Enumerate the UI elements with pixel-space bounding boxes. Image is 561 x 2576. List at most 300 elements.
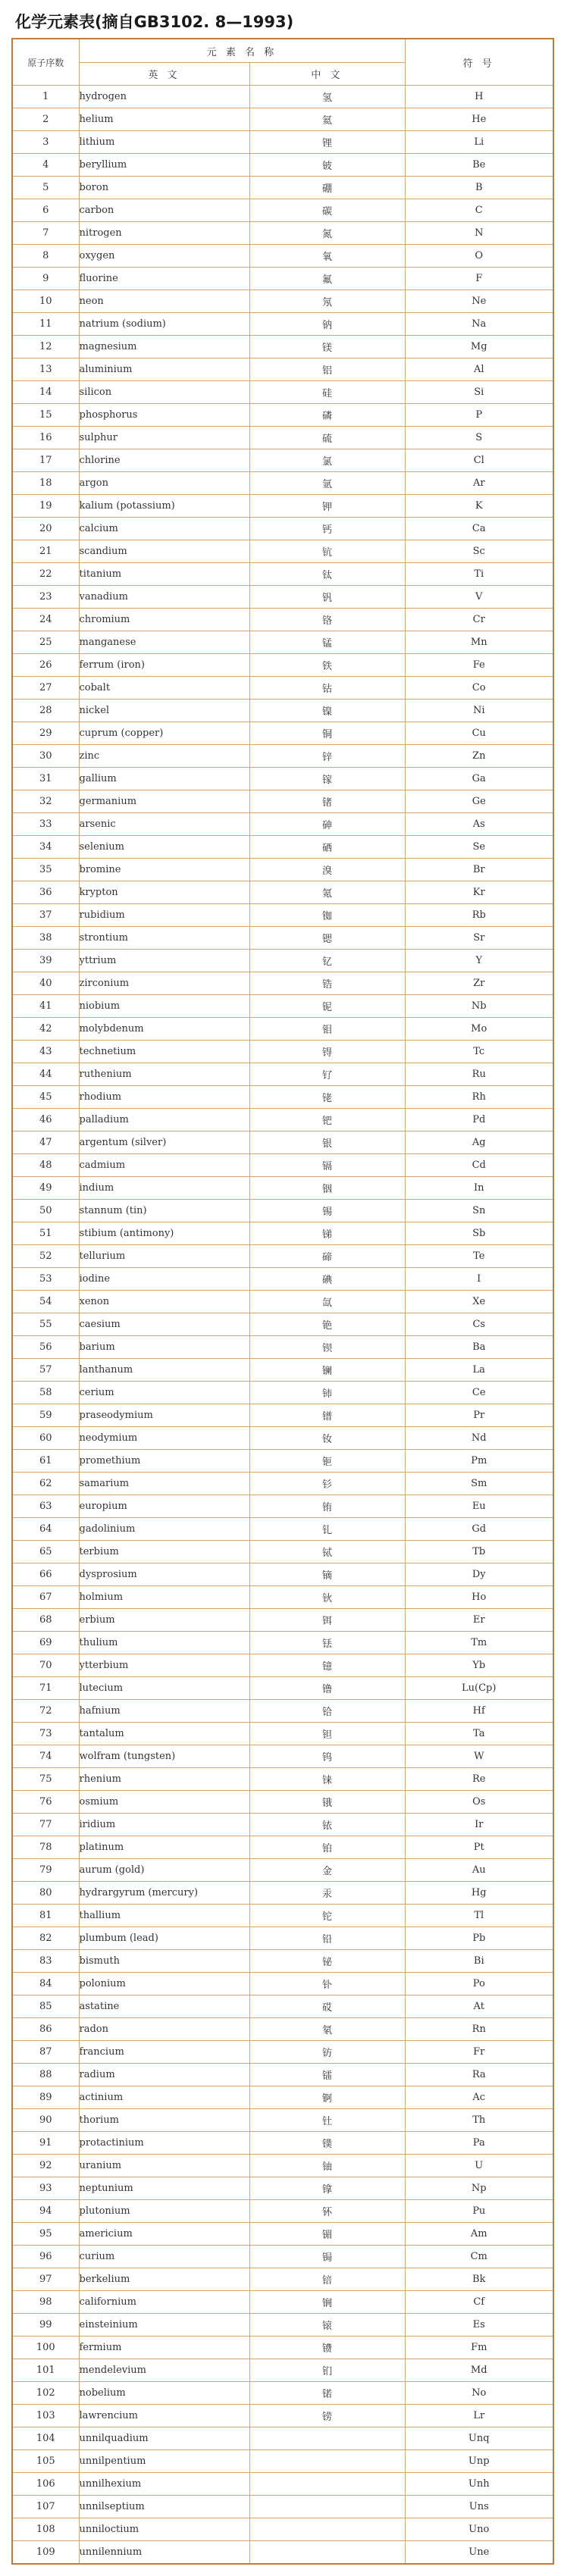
- english-name-cell: caesium: [79, 1313, 249, 1336]
- table-row: [12, 768, 553, 790]
- table-row: [12, 1723, 553, 1745]
- chinese-name-cell: 铽: [249, 1541, 405, 1563]
- english-name-cell: holmium: [79, 1586, 249, 1609]
- chinese-name-cell: 镅: [249, 2223, 405, 2246]
- english-name-cell: hafnium: [79, 1700, 249, 1723]
- atomic-number-cell: 51: [12, 1222, 79, 1245]
- chinese-name-cell: 铍: [249, 154, 405, 177]
- table-row: [12, 472, 553, 495]
- symbol-cell: Sn: [405, 1200, 553, 1222]
- symbol-cell: Ti: [405, 563, 553, 586]
- table-row: [12, 2359, 553, 2382]
- table-row: [12, 1177, 553, 1200]
- symbol-cell: Sb: [405, 1222, 553, 1245]
- chinese-name-cell: 镝: [249, 1563, 405, 1586]
- english-name-cell: zirconium: [79, 972, 249, 995]
- chinese-name-cell: 钾: [249, 495, 405, 518]
- table-row: [12, 495, 553, 518]
- table-row: [12, 2064, 553, 2086]
- chinese-name-cell: 锡: [249, 1200, 405, 1222]
- atomic-number-cell: 91: [12, 2132, 79, 2155]
- english-name-cell: cobalt: [79, 677, 249, 700]
- atomic-number-cell: 86: [12, 2018, 79, 2041]
- atomic-number-cell: 20: [12, 518, 79, 540]
- symbol-cell: Unh: [405, 2473, 553, 2496]
- table-row: [12, 2337, 553, 2359]
- chinese-name-cell: 铈: [249, 1382, 405, 1404]
- english-name-cell: protactinium: [79, 2132, 249, 2155]
- chinese-name-cell: 锑: [249, 1222, 405, 1245]
- symbol-cell: Am: [405, 2223, 553, 2246]
- chinese-name-cell: 镧: [249, 1359, 405, 1382]
- table-row: [12, 540, 553, 563]
- atomic-number-cell: 70: [12, 1654, 79, 1677]
- table-row: [12, 859, 553, 881]
- atomic-number-cell: 95: [12, 2223, 79, 2246]
- symbol-cell: Eu: [405, 1495, 553, 1518]
- english-name-cell: helium: [79, 108, 249, 131]
- chinese-name-cell: 硅: [249, 381, 405, 404]
- chinese-name-cell: 镥: [249, 1677, 405, 1700]
- atomic-number-cell: 13: [12, 358, 79, 381]
- table-header: [12, 39, 553, 86]
- atomic-number-cell: 26: [12, 654, 79, 677]
- atomic-number-cell: 60: [12, 1427, 79, 1450]
- atomic-number-cell: 93: [12, 2177, 79, 2200]
- table-row: [12, 2496, 553, 2518]
- table-row: [12, 1063, 553, 1086]
- atomic-number-cell: 81: [12, 1905, 79, 1927]
- table-row: [12, 1245, 553, 1268]
- english-name-cell: stannum (tin): [79, 1200, 249, 1222]
- chinese-name-cell: 氮: [249, 222, 405, 245]
- chinese-name-cell: 钛: [249, 563, 405, 586]
- chinese-name-cell: 钕: [249, 1427, 405, 1450]
- atomic-number-cell: 31: [12, 768, 79, 790]
- table-row: [12, 1200, 553, 1222]
- english-name-cell: erbium: [79, 1609, 249, 1632]
- chinese-name-cell: 钠: [249, 313, 405, 336]
- symbol-cell: Au: [405, 1859, 553, 1882]
- english-name-cell: radon: [79, 2018, 249, 2041]
- atomic-number-cell: 25: [12, 631, 79, 654]
- table-row: [12, 177, 553, 199]
- chinese-name-cell: 锘: [249, 2382, 405, 2405]
- atomic-number-cell: 71: [12, 1677, 79, 1700]
- english-name-cell: einsteinium: [79, 2314, 249, 2337]
- symbol-cell: W: [405, 1745, 553, 1768]
- english-name-cell: fermium: [79, 2337, 249, 2359]
- english-name-cell: unnilhexium: [79, 2473, 249, 2496]
- chinese-name-cell: 钋: [249, 1973, 405, 1995]
- table-row: [12, 927, 553, 950]
- chinese-name-cell: 钴: [249, 677, 405, 700]
- atomic-number-cell: 72: [12, 1700, 79, 1723]
- table-row: [12, 1131, 553, 1154]
- symbol-cell: Zr: [405, 972, 553, 995]
- atomic-number-cell: 85: [12, 1995, 79, 2018]
- table-row: [12, 427, 553, 449]
- symbol-cell: Tb: [405, 1541, 553, 1563]
- table-row: [12, 586, 553, 609]
- english-name-cell: oxygen: [79, 245, 249, 268]
- english-name-cell: boron: [79, 177, 249, 199]
- table-row: [12, 2109, 553, 2132]
- table-row: [12, 2155, 553, 2177]
- symbol-cell: Pr: [405, 1404, 553, 1427]
- table-row: [12, 1814, 553, 1836]
- table-row: [12, 108, 553, 131]
- atomic-number-cell: 75: [12, 1768, 79, 1791]
- atomic-number-cell: 48: [12, 1154, 79, 1177]
- chinese-name-cell: 锆: [249, 972, 405, 995]
- symbol-cell: Te: [405, 1245, 553, 1268]
- atomic-number-cell: 42: [12, 1018, 79, 1041]
- symbol-cell: Ra: [405, 2064, 553, 2086]
- chinese-name-cell: [249, 2541, 405, 2565]
- header-symbol: 符 号: [405, 39, 553, 86]
- english-name-cell: bromine: [79, 859, 249, 881]
- table-row: [12, 2041, 553, 2064]
- english-name-cell: thallium: [79, 1905, 249, 1927]
- atomic-number-cell: 102: [12, 2382, 79, 2405]
- atomic-number-cell: 61: [12, 1450, 79, 1473]
- atomic-number-cell: 45: [12, 1086, 79, 1109]
- table-row: [12, 404, 553, 427]
- chinese-name-cell: 镓: [249, 768, 405, 790]
- chinese-name-cell: 锂: [249, 131, 405, 154]
- chinese-name-cell: [249, 2450, 405, 2473]
- table-row: [12, 222, 553, 245]
- english-name-cell: natrium (sodium): [79, 313, 249, 336]
- table-row: [12, 1018, 553, 1041]
- english-name-cell: ytterbium: [79, 1654, 249, 1677]
- chinese-name-cell: 锶: [249, 927, 405, 950]
- english-name-cell: aluminium: [79, 358, 249, 381]
- chinese-name-cell: 锎: [249, 2291, 405, 2314]
- symbol-cell: Sr: [405, 927, 553, 950]
- table-row: [12, 1836, 553, 1859]
- table-row: [12, 1359, 553, 1382]
- chinese-name-cell: 铱: [249, 1814, 405, 1836]
- chinese-name-cell: 镭: [249, 2064, 405, 2086]
- table-row: [12, 1313, 553, 1336]
- symbol-cell: F: [405, 268, 553, 290]
- table-row: [12, 1677, 553, 1700]
- atomic-number-cell: 43: [12, 1041, 79, 1063]
- symbol-cell: Lr: [405, 2405, 553, 2427]
- symbol-cell: No: [405, 2382, 553, 2405]
- symbol-cell: Hf: [405, 1700, 553, 1723]
- chinese-name-cell: 钌: [249, 1063, 405, 1086]
- table-row: [12, 1427, 553, 1450]
- atomic-number-cell: 11: [12, 313, 79, 336]
- atomic-number-cell: 54: [12, 1291, 79, 1313]
- symbol-cell: Kr: [405, 881, 553, 904]
- header-atomic-number: 原子序数: [12, 39, 79, 86]
- table-row: [12, 1382, 553, 1404]
- english-name-cell: ruthenium: [79, 1063, 249, 1086]
- symbol-cell: C: [405, 199, 553, 222]
- chinese-name-cell: 硫: [249, 427, 405, 449]
- atomic-number-cell: 16: [12, 427, 79, 449]
- atomic-number-cell: 73: [12, 1723, 79, 1745]
- chinese-name-cell: 锌: [249, 745, 405, 768]
- chinese-name-cell: 锕: [249, 2086, 405, 2109]
- chinese-name-cell: 镍: [249, 700, 405, 722]
- symbol-cell: Ac: [405, 2086, 553, 2109]
- chinese-name-cell: 铝: [249, 358, 405, 381]
- chinese-name-cell: [249, 2496, 405, 2518]
- atomic-number-cell: 57: [12, 1359, 79, 1382]
- atomic-number-cell: 103: [12, 2405, 79, 2427]
- symbol-cell: Mg: [405, 336, 553, 358]
- english-name-cell: aurum (gold): [79, 1859, 249, 1882]
- symbol-cell: Re: [405, 1768, 553, 1791]
- chinese-name-cell: 锫: [249, 2268, 405, 2291]
- english-name-cell: terbium: [79, 1541, 249, 1563]
- chinese-name-cell: 铑: [249, 1086, 405, 1109]
- chinese-name-cell: 镎: [249, 2177, 405, 2200]
- english-name-cell: tantalum: [79, 1723, 249, 1745]
- chinese-name-cell: 磷: [249, 404, 405, 427]
- symbol-cell: Tl: [405, 1905, 553, 1927]
- english-name-cell: selenium: [79, 836, 249, 859]
- atomic-number-cell: 108: [12, 2518, 79, 2541]
- table-row: [12, 2450, 553, 2473]
- atomic-number-cell: 69: [12, 1632, 79, 1654]
- english-name-cell: hydrogen: [79, 86, 249, 108]
- atomic-number-cell: 10: [12, 290, 79, 313]
- chinese-name-cell: 钙: [249, 518, 405, 540]
- chinese-name-cell: 氯: [249, 449, 405, 472]
- symbol-cell: Nb: [405, 995, 553, 1018]
- symbol-cell: Une: [405, 2541, 553, 2565]
- chinese-name-cell: 镄: [249, 2337, 405, 2359]
- chinese-name-cell: 镁: [249, 336, 405, 358]
- english-name-cell: calcium: [79, 518, 249, 540]
- english-name-cell: rhenium: [79, 1768, 249, 1791]
- english-name-cell: gallium: [79, 768, 249, 790]
- table-row: [12, 881, 553, 904]
- table-row: [12, 1541, 553, 1563]
- table-row: [12, 1495, 553, 1518]
- chinese-name-cell: 锿: [249, 2314, 405, 2337]
- english-name-cell: francium: [79, 2041, 249, 2064]
- table-row: [12, 381, 553, 404]
- atomic-number-cell: 32: [12, 790, 79, 813]
- atomic-number-cell: 65: [12, 1541, 79, 1563]
- atomic-number-cell: 100: [12, 2337, 79, 2359]
- english-name-cell: uranium: [79, 2155, 249, 2177]
- symbol-cell: Cs: [405, 1313, 553, 1336]
- english-name-cell: ferrum (iron): [79, 654, 249, 677]
- chinese-name-cell: 钚: [249, 2200, 405, 2223]
- symbol-cell: Ni: [405, 700, 553, 722]
- chinese-name-cell: 铬: [249, 609, 405, 631]
- table-row: [12, 358, 553, 381]
- english-name-cell: californium: [79, 2291, 249, 2314]
- english-name-cell: polonium: [79, 1973, 249, 1995]
- chinese-name-cell: 碲: [249, 1245, 405, 1268]
- header-element-name: 元 素 名 称: [79, 39, 405, 63]
- table-row: [12, 199, 553, 222]
- english-name-cell: titanium: [79, 563, 249, 586]
- chinese-name-cell: 铕: [249, 1495, 405, 1518]
- atomic-number-cell: 18: [12, 472, 79, 495]
- atomic-number-cell: 15: [12, 404, 79, 427]
- english-name-cell: samarium: [79, 1473, 249, 1495]
- table-row: [12, 790, 553, 813]
- symbol-cell: Nd: [405, 1427, 553, 1450]
- table-row: [12, 745, 553, 768]
- atomic-number-cell: 77: [12, 1814, 79, 1836]
- table-row: [12, 2018, 553, 2041]
- symbol-cell: Ne: [405, 290, 553, 313]
- chinese-name-cell: [249, 2473, 405, 2496]
- english-name-cell: vanadium: [79, 586, 249, 609]
- symbol-cell: Uno: [405, 2518, 553, 2541]
- symbol-cell: Ag: [405, 1131, 553, 1154]
- chinese-name-cell: 镉: [249, 1154, 405, 1177]
- symbol-cell: Ge: [405, 790, 553, 813]
- atomic-number-cell: 35: [12, 859, 79, 881]
- symbol-cell: H: [405, 86, 553, 108]
- symbol-cell: Co: [405, 677, 553, 700]
- atomic-number-cell: 92: [12, 2155, 79, 2177]
- table-row: [12, 449, 553, 472]
- symbol-cell: Dy: [405, 1563, 553, 1586]
- english-name-cell: unniloctium: [79, 2518, 249, 2541]
- atomic-number-cell: 52: [12, 1245, 79, 1268]
- atomic-number-cell: 68: [12, 1609, 79, 1632]
- atomic-number-cell: 90: [12, 2109, 79, 2132]
- table-row: [12, 2405, 553, 2427]
- atomic-number-cell: 33: [12, 813, 79, 836]
- atomic-number-cell: 22: [12, 563, 79, 586]
- english-name-cell: rhodium: [79, 1086, 249, 1109]
- atomic-number-cell: 5: [12, 177, 79, 199]
- atomic-number-cell: 74: [12, 1745, 79, 1768]
- english-name-cell: lawrencium: [79, 2405, 249, 2427]
- symbol-cell: K: [405, 495, 553, 518]
- table-row: [12, 1450, 553, 1473]
- chinese-name-cell: 铁: [249, 654, 405, 677]
- english-name-cell: astatine: [79, 1995, 249, 2018]
- table-row: [12, 1791, 553, 1814]
- atomic-number-cell: 23: [12, 586, 79, 609]
- symbol-cell: Gd: [405, 1518, 553, 1541]
- atomic-number-cell: 76: [12, 1791, 79, 1814]
- symbol-cell: Ar: [405, 472, 553, 495]
- table-row: [12, 1927, 553, 1950]
- english-name-cell: tellurium: [79, 1245, 249, 1268]
- atomic-number-cell: 98: [12, 2291, 79, 2314]
- atomic-number-cell: 14: [12, 381, 79, 404]
- symbol-cell: Uns: [405, 2496, 553, 2518]
- english-name-cell: nickel: [79, 700, 249, 722]
- english-name-cell: hydrargyrum (mercury): [79, 1882, 249, 1905]
- atomic-number-cell: 1: [12, 86, 79, 108]
- symbol-cell: Fe: [405, 654, 553, 677]
- atomic-number-cell: 64: [12, 1518, 79, 1541]
- table-row: [12, 2314, 553, 2337]
- symbol-cell: Es: [405, 2314, 553, 2337]
- table-row: [12, 950, 553, 972]
- chinese-name-cell: 铊: [249, 1905, 405, 1927]
- chinese-name-cell: 硒: [249, 836, 405, 859]
- table-row: [12, 154, 553, 177]
- page-title: 化学元素表(摘自GB3102. 8—1993): [15, 13, 294, 31]
- chinese-name-cell: 钼: [249, 1018, 405, 1041]
- chinese-name-cell: [249, 2518, 405, 2541]
- atomic-number-cell: 67: [12, 1586, 79, 1609]
- table-row: [12, 654, 553, 677]
- atomic-number-cell: 97: [12, 2268, 79, 2291]
- english-name-cell: stibium (antimony): [79, 1222, 249, 1245]
- chinese-name-cell: 银: [249, 1131, 405, 1154]
- atomic-number-cell: 109: [12, 2541, 79, 2565]
- chinese-name-cell: 铌: [249, 995, 405, 1018]
- atomic-number-cell: 28: [12, 700, 79, 722]
- symbol-cell: Cl: [405, 449, 553, 472]
- symbol-cell: Se: [405, 836, 553, 859]
- english-name-cell: unnilseptium: [79, 2496, 249, 2518]
- table-row: [12, 1586, 553, 1609]
- symbol-cell: Sc: [405, 540, 553, 563]
- chinese-name-cell: 铼: [249, 1768, 405, 1791]
- english-name-cell: cadmium: [79, 1154, 249, 1177]
- symbol-cell: Rh: [405, 1086, 553, 1109]
- symbol-cell: Md: [405, 2359, 553, 2382]
- chinese-name-cell: 氧: [249, 245, 405, 268]
- english-name-cell: molybdenum: [79, 1018, 249, 1041]
- english-name-cell: rubidium: [79, 904, 249, 927]
- symbol-cell: Bi: [405, 1950, 553, 1973]
- atomic-number-cell: 36: [12, 881, 79, 904]
- symbol-cell: I: [405, 1268, 553, 1291]
- english-name-cell: lutecium: [79, 1677, 249, 1700]
- atomic-number-cell: 39: [12, 950, 79, 972]
- chinese-name-cell: 氪: [249, 881, 405, 904]
- atomic-number-cell: 29: [12, 722, 79, 745]
- chinese-name-cell: 氙: [249, 1291, 405, 1313]
- atomic-number-cell: 99: [12, 2314, 79, 2337]
- atomic-number-cell: 96: [12, 2246, 79, 2268]
- atomic-number-cell: 84: [12, 1973, 79, 1995]
- english-name-cell: neon: [79, 290, 249, 313]
- symbol-cell: Po: [405, 1973, 553, 1995]
- chinese-name-cell: 锰: [249, 631, 405, 654]
- chinese-name-cell: 镤: [249, 2132, 405, 2155]
- table-row: [12, 1654, 553, 1677]
- chinese-name-cell: 钔: [249, 2359, 405, 2382]
- english-name-cell: promethium: [79, 1450, 249, 1473]
- atomic-number-cell: 58: [12, 1382, 79, 1404]
- chinese-name-cell: 铹: [249, 2405, 405, 2427]
- atomic-number-cell: 40: [12, 972, 79, 995]
- english-name-cell: carbon: [79, 199, 249, 222]
- atomic-number-cell: 44: [12, 1063, 79, 1086]
- atomic-number-cell: 89: [12, 2086, 79, 2109]
- atomic-number-cell: 88: [12, 2064, 79, 2086]
- atomic-number-cell: 62: [12, 1473, 79, 1495]
- symbol-cell: P: [405, 404, 553, 427]
- english-name-cell: manganese: [79, 631, 249, 654]
- atomic-number-cell: 41: [12, 995, 79, 1018]
- symbol-cell: Pb: [405, 1927, 553, 1950]
- chinese-name-cell: 钪: [249, 540, 405, 563]
